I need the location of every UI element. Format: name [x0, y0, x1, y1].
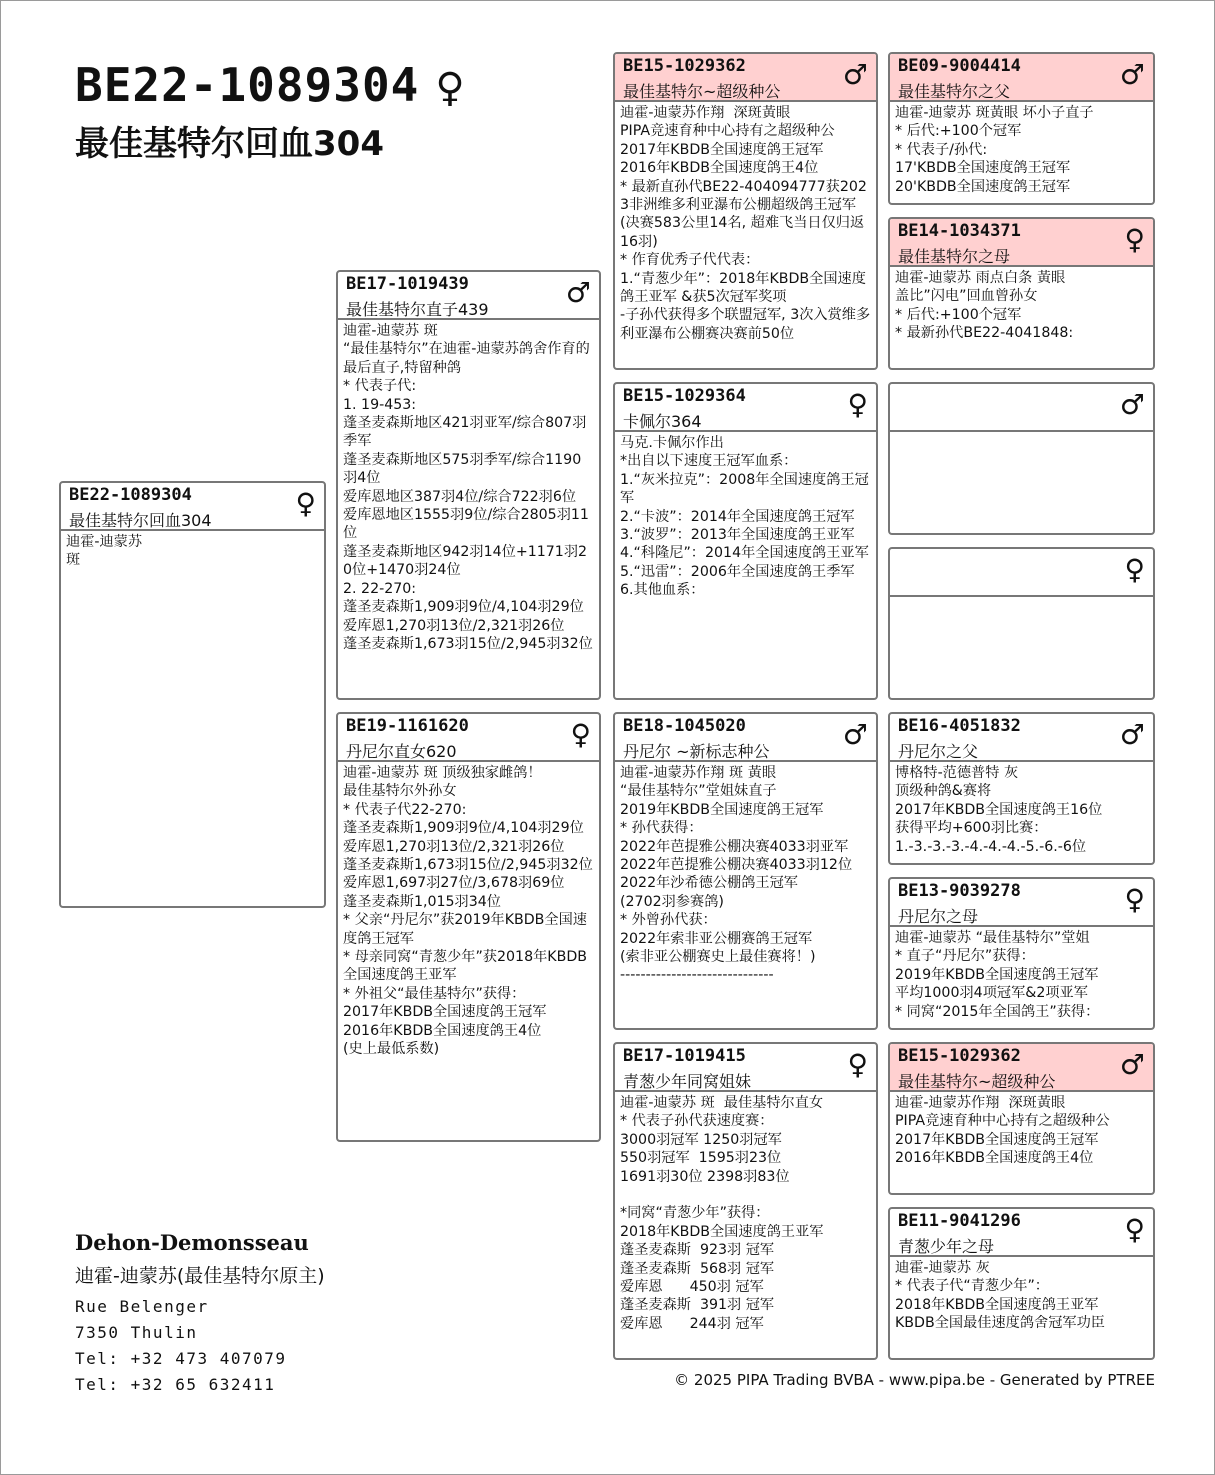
pedigree-card-dam [336, 712, 601, 1142]
pedigree-card-ddd [888, 1207, 1155, 1360]
pedigree-card-sire-dam [613, 382, 878, 700]
male-icon: ♂ [1119, 388, 1145, 421]
card-header [338, 272, 599, 320]
pedigree-card-sss [888, 52, 1155, 205]
ring-number: BE15-1029362 [898, 1046, 1021, 1066]
male-icon: ♂ [842, 718, 868, 751]
ring-number: BE09-9004414 [898, 56, 1021, 76]
male-icon: ♂ [1119, 58, 1145, 91]
pigeon-name: 青葱少年同窝姐妹 [623, 1072, 752, 1091]
card-header [890, 54, 1153, 102]
card-notes: 迪霍-迪蒙苏 斑黃眼 坏小子直子 * 后代:+100个冠军 * 代表子/孙代: 17'KBDB全国速度鸽王冠军 20'KBDB全国速度鸽王冠军 [895, 105, 1094, 195]
pedigree-card-sds [888, 382, 1155, 535]
card-notes: 迪霍-迪蒙苏作翔 深斑黃眼 PIPA竞速育种中心持有之超级种公 2017年KBDB全国速度鸽王冠军 2016年KBDB全国速度鸽王4位 * 最新直孙代BE22-404094777获2023非洲维多利亚瀑布公棚超级鸽王冠军(决赛583公里14名, 超难飞当日仅归返16羽) * 作育优秀子代代表： 1.“青葱少年”：2018年KBDB全国速度鸽王亚军 &获5次冠军奖项 -子孙代获得多个联盟冠军, 3次入赏维多利亚瀑布公棚赛决赛前50位 [620, 105, 871, 342]
card-header [615, 1044, 876, 1092]
card-notes: 迪霍-迪蒙苏 “最佳基特尔”堂姐 * 直子“丹尼尔”获得： 2019年KBDB全国速度鸽王冠军 平均1000羽4项冠军&2项亚军 * 同窝“2015年全国鸽王”获得： [895, 930, 1100, 1020]
pigeon-name: 丹尼尔 ~新标志种公 [623, 742, 770, 761]
ring-number: BE15-1029362 [623, 56, 746, 76]
owner-phone-2: Tel: +32 65 632411 [75, 1375, 276, 1394]
card-notes: 马克.卡佩尔作出 *出自以下速度王冠军血系： 1.“灰米拉克”：2008年全国速度鸽王冠军 2.“卡波”：2014年全国速度鸽王冠军 3.“波罗”：2013年全国速度鸽王亚军 4.“科隆尼”：2014年全国速度鸽王亚军 5.“迅雷”：2006年全国速度鸽王季军 6.其他血系： [620, 435, 869, 599]
female-icon: ♀ [1124, 1213, 1145, 1246]
owner-city: 7350 Thulin [75, 1323, 198, 1342]
card-header [615, 714, 876, 762]
pedigree-card-sdd [888, 547, 1155, 700]
female-icon: ♀ [847, 1048, 868, 1081]
pedigree-card-sire-sire [613, 52, 878, 370]
owner-name: Dehon-Demonsseau [75, 1230, 309, 1255]
pigeon-name: 丹尼尔之父 [898, 742, 979, 761]
male-icon: ♂ [1119, 1048, 1145, 1081]
ring-number: BE17-1019439 [346, 274, 469, 294]
pigeon-name: 卡佩尔364 [623, 412, 702, 431]
ring-number: BE15-1029364 [623, 386, 746, 406]
page-subtitle: 最佳基特尔回血304 [75, 124, 384, 164]
female-icon: ♀ [435, 65, 466, 111]
ring-number: BE18-1045020 [623, 716, 746, 736]
male-icon: ♂ [842, 58, 868, 91]
card-header [890, 549, 1153, 597]
owner-street: Rue Belenger [75, 1297, 209, 1316]
female-icon: ♀ [1124, 883, 1145, 916]
ring-number: BE13-9039278 [898, 881, 1021, 901]
card-notes [890, 432, 1153, 434]
ring-number: BE22-1089304 [69, 485, 192, 505]
pigeon-name: 最佳基特尔之母 [898, 247, 1011, 266]
card-header [890, 714, 1153, 762]
pigeon-name: 最佳基特尔~超级种公 [898, 1072, 1056, 1091]
female-icon: ♀ [1124, 553, 1145, 586]
female-icon: ♀ [1124, 223, 1145, 256]
female-icon: ♀ [847, 388, 868, 421]
male-icon: ♂ [565, 276, 591, 309]
card-header [890, 219, 1153, 267]
title-ring: BE22-1089304 [75, 58, 420, 112]
pigeon-name: 最佳基特尔之父 [898, 82, 1011, 101]
card-header [890, 1209, 1153, 1257]
copyright-footer: © 2025 PIPA Trading BVBA - www.pipa.be - Generated by PTREE [674, 1371, 1155, 1389]
pedigree-card-dss [888, 712, 1155, 865]
card-header [615, 384, 876, 432]
card-header [338, 714, 599, 762]
card-notes: 迪霍-迪蒙苏 斑 顶级独家雌鸽！ 最佳基特尔外孙女 * 代表子代22-270: 蓬圣麦森斯1,909羽9位/4,104羽29位 爱库恩1,270羽13位/2,321羽26位 蓬圣麦森斯1,673羽15位/2,945羽32位 爱库恩1,697羽27位/3,678羽69位 蓬圣麦森斯1,015羽34位 * 父亲“丹尼尔”获2019年KBDB全国速度鸽王冠军 * 母亲同窝“青葱少年”获2018年KBDB全国速度鸽王亚军 * 外祖父“最佳基特尔”获得： 2017年KBDB全国速度鸽王冠军 2016年KBDB全国速度鸽王4位 (史上最低系数) [343, 765, 593, 1058]
pigeon-name: 青葱少年之母 [898, 1237, 995, 1256]
card-notes: 迪霍-迪蒙苏作翔 深斑黃眼 PIPA竞速育种中心持有之超级种公 2017年KBDB全国速度鸽王冠军 2016年KBDB全国速度鸽王4位 [895, 1095, 1110, 1167]
pigeon-name: 最佳基特尔~超级种公 [623, 82, 781, 101]
pedigree-card-ssd [888, 217, 1155, 370]
card-notes: 迪霍-迪蒙苏 斑 [66, 534, 143, 569]
pedigree-card-dam-dam [613, 1042, 878, 1360]
card-notes [890, 597, 1153, 599]
pigeon-name: 丹尼尔直女620 [346, 742, 457, 761]
pedigree-card-subject [59, 481, 326, 908]
ring-number: BE11-9041296 [898, 1211, 1021, 1231]
ring-number: BE19-1161620 [346, 716, 469, 736]
pedigree-card-dam-sire [613, 712, 878, 1030]
ring-number: BE14-1034371 [898, 221, 1021, 241]
card-header [890, 1044, 1153, 1092]
pedigree-card-dsd [888, 877, 1155, 1030]
female-icon: ♀ [295, 487, 316, 520]
pedigree-card-sire [336, 270, 601, 700]
card-notes: 迪霍-迪蒙苏 灰 * 代表子代“青葱少年”： 2018年KBDB全国速度鸽王亚军 KBDB全国最佳速度鸽舍冠军功臣 [895, 1260, 1105, 1332]
card-header [890, 384, 1153, 432]
pedigree-card-dds [888, 1042, 1155, 1195]
pigeon-name: 最佳基特尔直子439 [346, 300, 489, 319]
card-header [615, 54, 876, 102]
owner-phone-1: Tel: +32 473 407079 [75, 1349, 287, 1368]
pigeon-name: 丹尼尔之母 [898, 907, 979, 926]
card-header [61, 483, 324, 531]
ring-number: BE16-4051832 [898, 716, 1021, 736]
page-title [75, 58, 466, 112]
card-notes: 迪霍-迪蒙苏作翔 斑 黃眼 “最佳基特尔”堂姐妹直子 2019年KBDB全国速度鸽王冠军 * 孙代获得： 2022年芭提雅公棚决赛4033羽亚军 2022年芭提雅公棚决赛4033羽12位 2022年沙希德公棚鸽王冠军 (2702羽参赛鸽) * 外曾孙代获： 2022年索非亚公棚赛鸽王冠军 (索非亚公棚赛史上最佳赛将！) ------------------------------ [620, 765, 853, 984]
card-notes: 迪霍-迪蒙苏 斑 最佳基特尔直女 * 代表子孙代获速度赛： 3000羽冠军 1250羽冠军 550羽冠军 1595羽23位 1691羽30位 2398羽83位 *同窝“青葱少年”获得： 2018年KBDB全国速度鸽王亚军 蓬圣麦森斯 923羽 冠军 蓬圣麦森斯 568羽 冠军 爱库恩 450羽 冠军 蓬圣麦森斯 391羽 冠军 爱库恩 244羽 冠军 [620, 1095, 824, 1332]
pigeon-name: 最佳基特尔回血304 [69, 511, 212, 530]
female-icon: ♀ [570, 718, 591, 751]
owner-info [75, 1230, 325, 1398]
card-notes: 迪霍-迪蒙苏 斑 “最佳基特尔”在迪霍-迪蒙苏鸽舍作育的最后直子,特留种鸽 * 代表子代: 1. 19-453: 蓬圣麦森斯地区421羽亚军/综合807羽季军 蓬圣麦森斯地区575羽季军/综合1190羽4位 爱库恩地区387羽4位/综合722羽6位 爱库恩地区1555羽9位/综合2805羽11位 蓬圣麦森斯地区942羽14位+1171羽20位+1470羽24位 2. 22-270: 蓬圣麦森斯1,909羽9位/4,104羽29位 爱库恩1,270羽13位/2,321羽26位 蓬圣麦森斯1,673羽15位/2,945羽32位 [343, 323, 593, 652]
owner-subtitle: 迪霍-迪蒙苏(最佳基特尔原主) [75, 1265, 325, 1287]
male-icon: ♂ [1119, 718, 1145, 751]
card-notes: 迪霍-迪蒙苏 雨点白条 黃眼 盖比”闪电”回血曾孙女 * 后代:+100个冠军 * 最新孙代BE22-4041848: [895, 270, 1074, 342]
card-notes: 博格特-范德普特 灰 顶级种鸽&赛将 2017年KBDB全国速度鸽王16位 获得平均+600羽比赛： 1.-3.-3.-3.-4.-4.-4.-5.-6.-6位 [895, 765, 1103, 855]
ring-number: BE17-1019415 [623, 1046, 746, 1066]
card-header [890, 879, 1153, 927]
